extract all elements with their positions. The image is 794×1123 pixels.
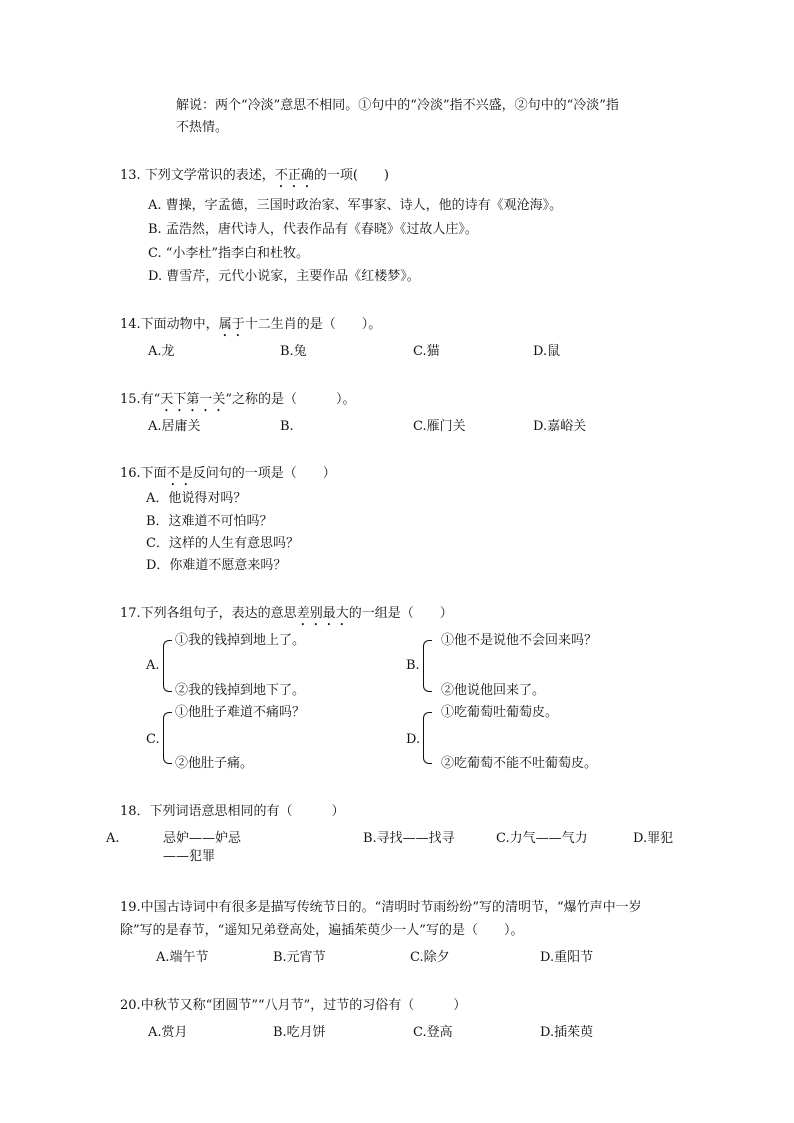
- q20-stem: 20.中秋节又称“团圆节”“八月节”，过节的习俗有（ ）: [120, 998, 467, 1013]
- q16-stem: [120, 465, 336, 489]
- q19-stem-line2: 除”写的是春节，“遥知兄弟登高处，遍插茱萸少一人”写的是（ ）。: [120, 923, 524, 938]
- q19-stem-line1: 19.中国古诗词中有很多是描写传统节日的。“清明时节雨纷纷”写的清明节，“爆竹声中一岁: [120, 900, 642, 915]
- q13-option-a: A. 曹操，字孟德，三国时政治家、军事家、诗人，他的诗有《观沧海》。: [148, 198, 563, 213]
- q17-group-a-brace: [163, 640, 172, 692]
- q19-option-c: C.除夕: [410, 950, 450, 965]
- q14-stem-emphasis: 属于: [218, 317, 245, 332]
- q14-stem-pre: 14.下面动物中，: [120, 317, 219, 332]
- q17-group-b-brace: [423, 640, 432, 692]
- q16-option-c: C．这样的人生有意思吗？: [146, 536, 299, 551]
- q17-group-a-sentence-2: ②我的钱掉到地下了。: [175, 683, 306, 698]
- q15-stem-post: ”之称的是（ ）。: [225, 392, 356, 407]
- q15-stem: [120, 391, 356, 415]
- q17-group-b-label: B.: [406, 658, 420, 673]
- q12-analysis-line2: 不热情。: [176, 120, 229, 135]
- q20-option-d: D.插茱萸: [540, 1025, 594, 1040]
- q18-option-b: B.寻找——找寻: [363, 831, 455, 846]
- q18-option-c: C.力气——气力: [496, 831, 588, 846]
- q12-analysis-line1: 解说：两个“冷淡”意思不相同。①句中的“冷淡”指不兴盛，②句中的“冷淡”指: [176, 98, 619, 113]
- q14-option-d: D.鼠: [533, 344, 561, 359]
- q14-option-b: B.兔: [280, 344, 307, 359]
- q17-group-c-label: C.: [146, 732, 160, 747]
- q13-stem-emphasis: 不正确: [274, 168, 314, 183]
- q14-option-a: A.龙: [148, 344, 175, 359]
- q17-stem-post: 的一组是（ ）: [348, 606, 453, 621]
- q14-stem: [120, 316, 381, 340]
- q18-option-d-continued: ——犯罪: [163, 849, 216, 864]
- q18-option-a-label: A.: [106, 831, 120, 846]
- q16-stem-pre: 16.下面: [120, 466, 167, 481]
- q17-group-c-sentence-1: ①他肚子难道不痛吗？: [175, 705, 306, 720]
- q17-group-a-sentence-1: ①我的钱掉到地上了。: [175, 633, 306, 648]
- q17-group-a-label: A.: [146, 658, 160, 673]
- q17-stem-emphasis: 差别最大: [296, 606, 349, 621]
- q18-option-d: D.罪犯: [633, 831, 674, 846]
- q17-group-c-sentence-2: ②他肚子痛。: [175, 756, 254, 771]
- q17-stem-pre: 17.下列各组句子，表达的意思: [120, 606, 297, 621]
- q20-option-a: A.赏月: [148, 1025, 188, 1040]
- q13-stem: [120, 167, 389, 191]
- q17-group-d-label: D.: [406, 732, 421, 747]
- q16-option-d: D．你难道不愿意来吗？: [146, 558, 287, 573]
- q19-option-d: D.重阳节: [540, 950, 594, 965]
- q15-stem-emphasis: 天下第一关: [160, 392, 226, 407]
- q17-group-d-sentence-2: ②吃葡萄不能不吐葡萄皮。: [441, 756, 598, 771]
- q15-option-b: B.: [280, 419, 294, 434]
- q13-option-b: B. 孟浩然，唐代诗人，代表作品有《春晓》《过故人庄》。: [148, 222, 478, 237]
- q15-stem-pre: 15.有“: [120, 392, 161, 407]
- q16-stem-post: 反问句的一项是（ ）: [192, 466, 336, 481]
- q15-option-a: A.居庸关: [148, 419, 201, 434]
- q13-stem-post: 的一项( ): [313, 168, 389, 183]
- q20-option-b: B.吃月饼: [273, 1025, 326, 1040]
- q13-stem-pre: 13. 下列文学常识的表述，: [120, 168, 275, 183]
- q17-group-d-brace: [423, 712, 432, 764]
- q13-option-c: C. “小李杜”指李白和杜牧。: [148, 246, 310, 261]
- q16-option-b: B．这难道不可怕吗？: [146, 514, 273, 529]
- q17-group-d-sentence-1: ①吃葡萄吐葡萄皮。: [441, 705, 559, 720]
- q18-stem: 18．下列词语意思相同的有（ ）: [120, 804, 345, 819]
- q20-option-c: C.登高: [413, 1025, 453, 1040]
- q15-option-c: C.雁门关: [413, 419, 466, 434]
- q14-stem-post: 十二生肖的是（ ）。: [244, 317, 382, 332]
- q14-option-c: C.猫: [413, 344, 440, 359]
- q15-option-d: D.嘉峪关: [533, 419, 587, 434]
- q17-group-b-sentence-2: ②他说他回来了。: [441, 683, 546, 698]
- q19-option-a: A.端午节: [156, 950, 209, 965]
- q19-option-b: B.元宵节: [273, 950, 326, 965]
- q18-option-a-text: 忌妒——妒忌: [163, 831, 242, 846]
- q16-stem-emphasis: 不是: [166, 466, 193, 481]
- q17-group-c-brace: [163, 712, 172, 764]
- q17-group-b-sentence-1: ①他不是说他不会回来吗？: [441, 633, 598, 648]
- q17-stem: [120, 605, 453, 629]
- q16-option-a: A．他说得对吗？: [146, 491, 247, 506]
- q13-option-d: D. 曹雪芹，元代小说家，主要作品《红楼梦》。: [148, 269, 420, 284]
